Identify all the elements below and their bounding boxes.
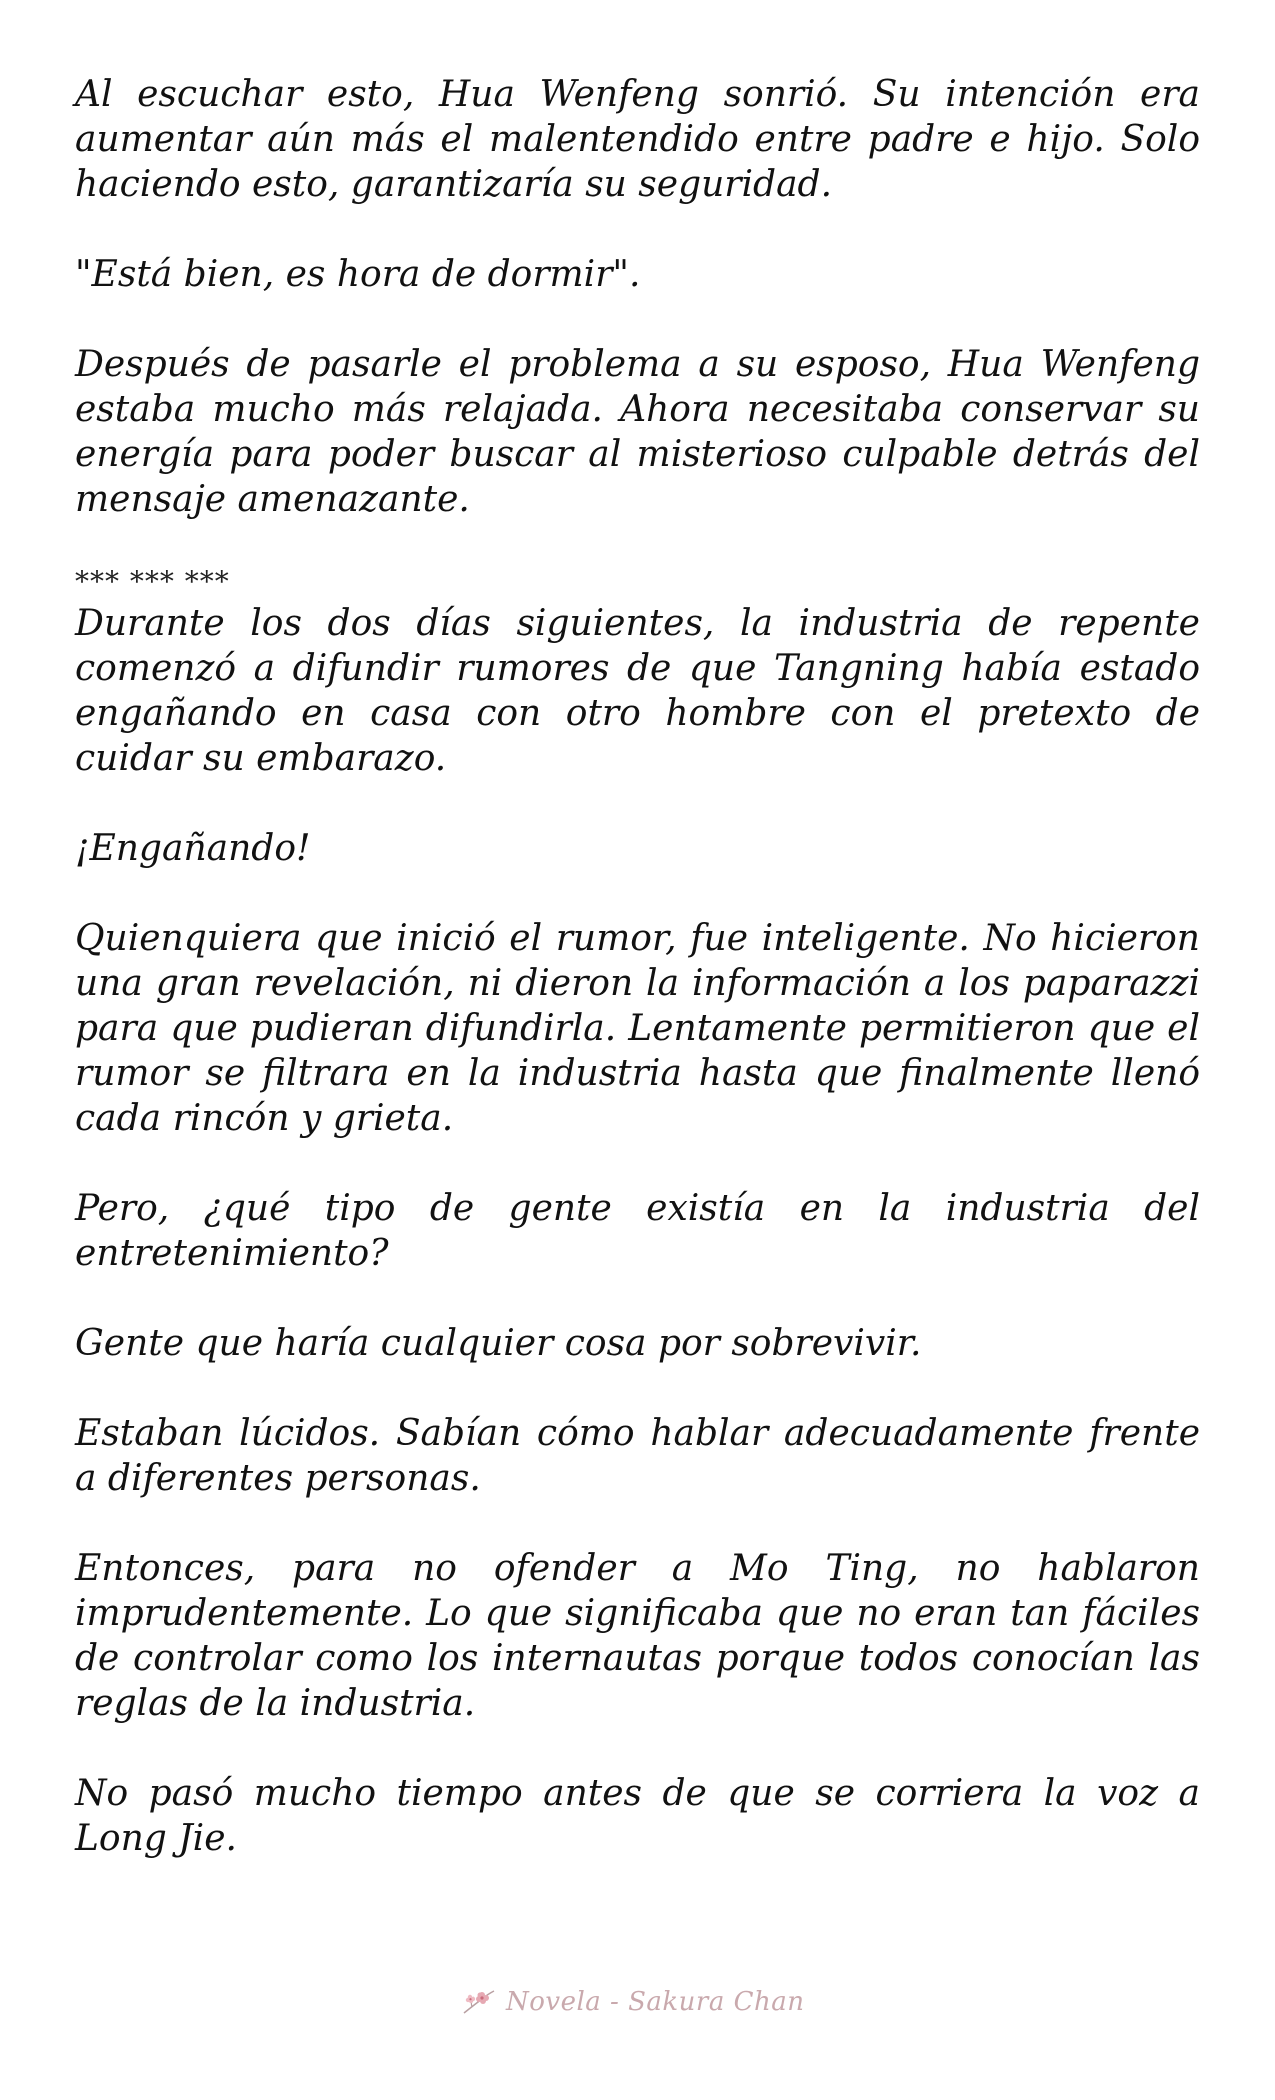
paragraph-3: Después de pasarle el problema a su esposo, Hua Wenfeng estaba mucho más relajada. Ahora necesitaba conservar su energía para poder buscar al misterioso culpable detrás del mensaje amenazante. <box>75 344 1200 520</box>
paragraph-5: ¡Engañando! <box>75 828 311 869</box>
paragraph-9: Estaban lúcidos. Sabían cómo hablar adecuadamente frente a diferentes personas. <box>75 1413 1200 1499</box>
paragraph-4: Durante los dos días siguientes, la industria de repente comenzó a difundir rumores de que Tangning había estado engañando en casa con otro hombre con el pretexto de cuidar su embarazo. <box>75 603 1200 779</box>
paragraph-11: No pasó mucho tiempo antes de que se corriera la voz a Long Jie. <box>75 1773 1200 1859</box>
footer-watermark-text: Novela - Sakura Chan <box>506 1987 805 2017</box>
paragraph-10: Entonces, para no ofender a Mo Ting, no hablaron imprudentemente. Lo que significaba que no eran tan fáciles de controlar como los internautas porque todos conocían las reglas de la industria. <box>75 1548 1200 1724</box>
paragraph-6: Quienquiera que inició el rumor, fue inteligente. No hicieron una gran revelación, ni dieron la información a los paparazzi para que pudieran difundirla. Lentamente permitieron que el rumor se filtrara en la industria hasta que finalmente llenó cada rincón y grieta. <box>75 918 1200 1139</box>
sakura-flower-icon <box>460 1985 498 2019</box>
paragraph-7: Pero, ¿qué tipo de gente existía en la industria del entretenimiento? <box>75 1188 1200 1274</box>
paragraph-2: "Está bien, es hora de dormir". <box>75 254 641 295</box>
paragraph-1: Al escuchar esto, Hua Wenfeng sonrió. Su intención era aumentar aún más el malentendido entre padre e hijo. Solo haciendo esto, garantizaría su seguridad. <box>75 74 1200 205</box>
document-body <box>75 72 1200 1906</box>
paragraph-8: Gente que haría cualquier cosa por sobrevivir. <box>75 1323 922 1364</box>
section-separator: *** *** *** <box>75 565 230 598</box>
footer-watermark <box>460 1985 805 2019</box>
